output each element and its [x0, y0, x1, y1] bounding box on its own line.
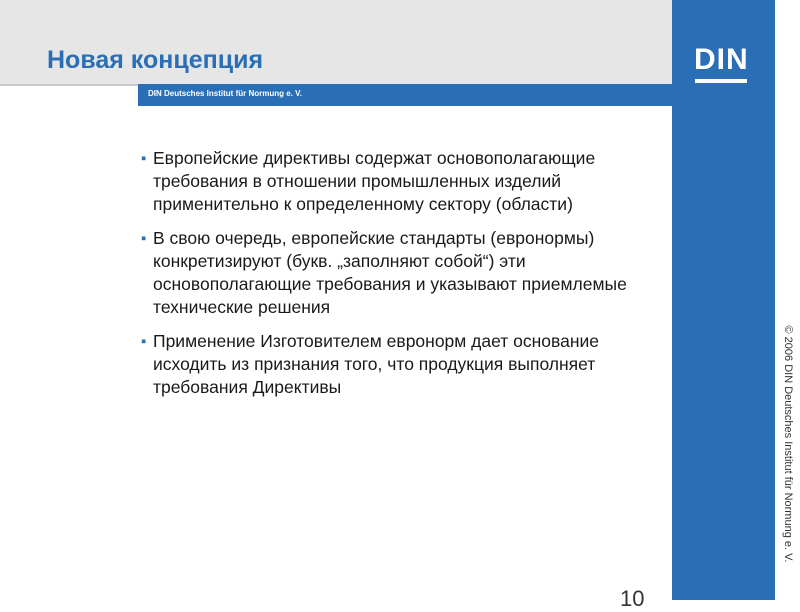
- sidebar: [672, 0, 775, 600]
- copyright-notice: © 2006 DIN Deutsches Institut für Normung e. V.: [782, 325, 794, 563]
- organization-subtitle: DIN Deutsches Institut für Normung e. V.: [148, 89, 302, 98]
- bullet-text: Европейские директивы содержат основополагающие требования в отношении промышленных изделий применительно к определенному сектору (области): [153, 148, 596, 214]
- bullet-list: [141, 147, 671, 410]
- bullet-item: [141, 147, 671, 216]
- bullet-marker-icon: ▪: [141, 230, 147, 247]
- bullet-item: [141, 227, 671, 319]
- subheader-divider: [0, 84, 138, 86]
- bullet-marker-icon: ▪: [141, 333, 147, 350]
- din-logo-bar: [695, 79, 747, 83]
- din-logo-text: DIN: [694, 43, 749, 76]
- bullet-text: В свою очередь, европейские стандарты (евронормы) конкретизируют (букв. „заполняют собой“) эти основополагающие требования и указывают приемлемые технические решения: [153, 228, 627, 317]
- subheader-band: [138, 84, 672, 106]
- bullet-marker-icon: ▪: [141, 150, 147, 167]
- din-logo: [694, 44, 748, 88]
- page-number: 10: [620, 586, 645, 611]
- bullet-item: [141, 330, 671, 399]
- slide-title: Новая концепция: [47, 46, 264, 74]
- bullet-text: Применение Изготовителем евронорм дает основание исходить из признания того, что продукция выполняет требования Директивы: [153, 331, 600, 397]
